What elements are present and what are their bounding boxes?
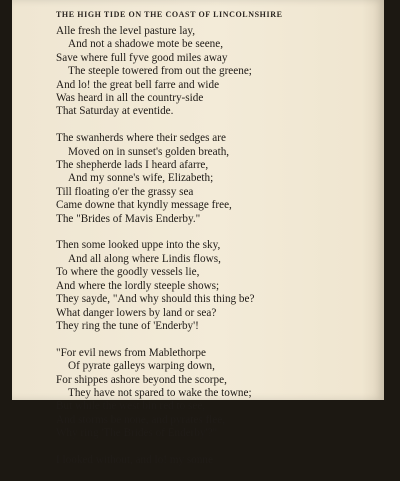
running-header: THE HIGH TIDE ON THE COAST OF LINCOLNSHIRE: [56, 10, 283, 19]
poem-line: They ring the tune of 'Enderby'!: [56, 319, 199, 332]
poem-line: I looked without, and lo! my sonne: [56, 453, 213, 466]
poem-line: And my sonne's wife, Elizabeth;: [68, 172, 214, 185]
poem-line: Alle fresh the level pasture lay,: [56, 25, 196, 37]
stanza: [56, 239, 376, 333]
poem-line: Came downe that kyndly message free,: [56, 199, 232, 212]
poem-line: The steeple towered from out the greene;: [68, 65, 252, 78]
poem-line: And storms be none, and pyrates flee,: [56, 413, 226, 426]
poem-line: Save where full fyve good miles away: [56, 51, 228, 64]
poem-line: But while the west bin red to see,: [56, 400, 206, 413]
poem-line: That Saturday at eventide.: [56, 105, 174, 118]
poem-line: What danger lowers by land or sea?: [56, 306, 217, 319]
poem-line: Then some looked uppe into the sky,: [56, 239, 221, 252]
poem-line: Was heard in all the country-side: [56, 92, 204, 105]
book-page: [12, 0, 384, 466]
poem-line: And where the lordly steeple shows;: [56, 279, 220, 292]
poem-body: [56, 25, 376, 481]
poem-line: The shepherde lads I heard afarre,: [56, 159, 209, 172]
poem-line: Till floating o'er the grassy sea: [56, 185, 194, 198]
stanza: [56, 25, 376, 119]
poem-line: And all along where Lindis flows,: [68, 252, 221, 265]
poem-line: Moved on in sunset's golden breath,: [68, 145, 230, 158]
poem-line: For shippes ashore beyond the scorpe,: [56, 373, 227, 386]
stanza: [56, 454, 376, 467]
poem-line: The swanherds where their sedges are: [56, 132, 226, 145]
poem-line: And not a shadowe mote be seene,: [68, 38, 224, 51]
poem-line: They sayde, "And why should this thing be?: [56, 293, 255, 306]
poem-line: They have not spared to wake the towne;: [68, 386, 252, 399]
stanza: [56, 132, 376, 226]
poem-line: And lo! the great bell farre and wide: [56, 78, 220, 91]
poem-line: Of pyrate galleys warping down,: [68, 360, 215, 373]
poem-line: Why ring 'The Brides of Enderby'?": [56, 427, 218, 440]
stanza: [56, 347, 376, 441]
poem-line: To where the goodly vessels lie,: [56, 266, 200, 279]
poem-line: "For evil news from Mablethorpe: [56, 346, 206, 359]
poem-line: The "Brides of Mavis Enderby.": [56, 212, 201, 225]
